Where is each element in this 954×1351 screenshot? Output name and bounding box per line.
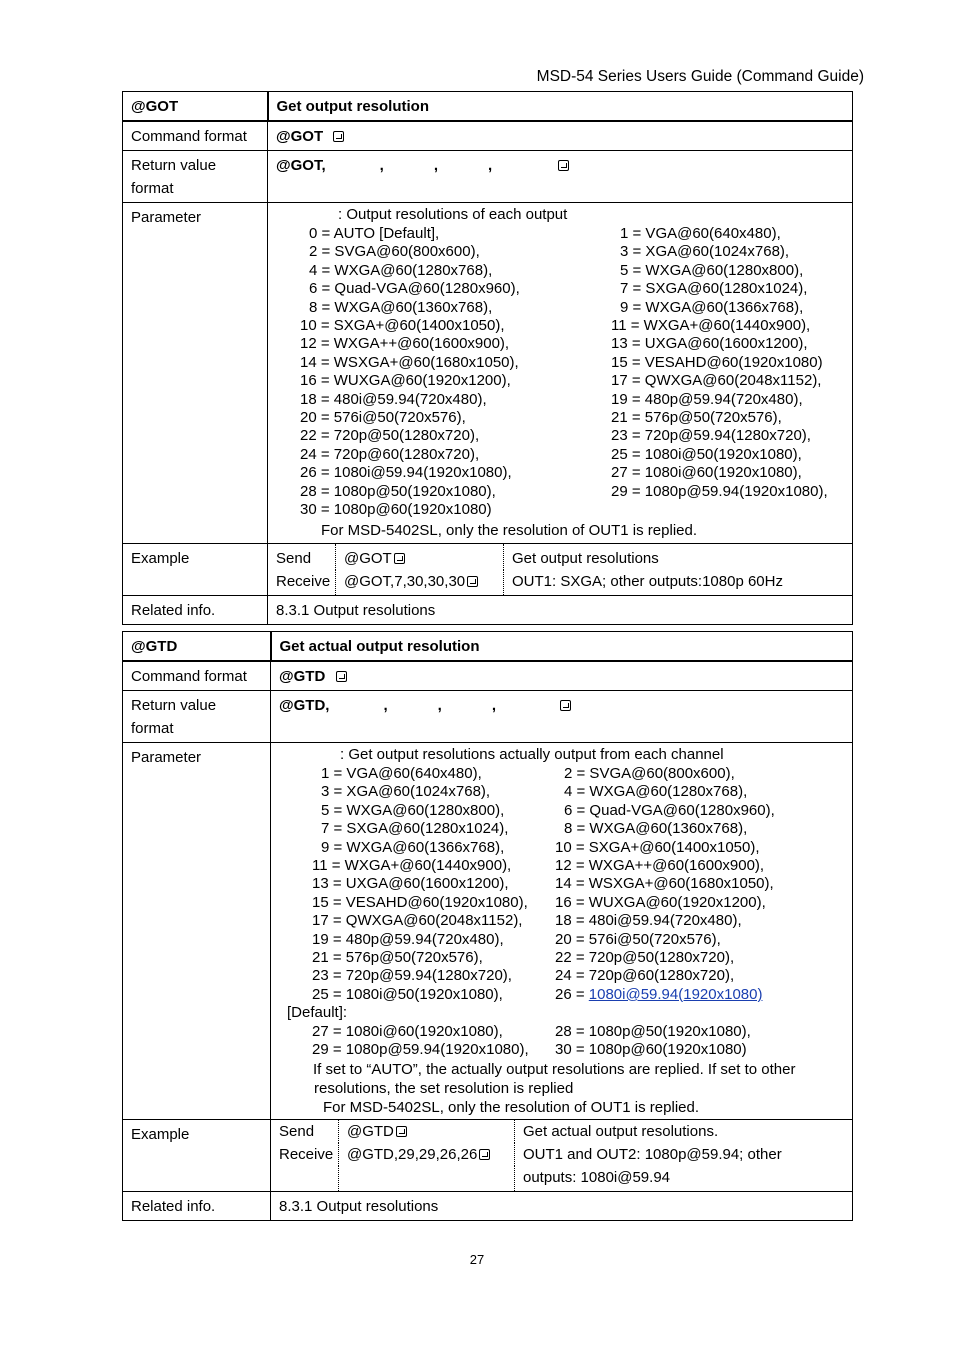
gtd-example-send-label: Send [279,1122,315,1140]
got-return-label-line1: Return value [131,157,217,174]
got-return-label-line2: format [131,180,174,197]
gtd-note-2: resolutions, the set resolution is replied [314,1079,574,1097]
gtd-example-spacer-cmd [338,1166,514,1191]
resolution-item-left: 24 = 720p@60(1280x720), [300,445,480,463]
resolution-item-right: 7 = SXGA@60(1280x1024), [620,280,808,298]
resolution-item-right: 28 = 1080p@50(1920x1080), [555,1022,751,1040]
got-title-row [123,92,853,122]
running-header: MSD-54 Series Users Guide (Command Guide) [536,68,864,85]
enter-key-icon [479,1149,490,1160]
got-command-table [122,91,853,625]
resolution-item-left: 19 = 480p@59.94(720x480), [312,930,504,948]
enter-key-icon [333,131,344,142]
got-command-format-text: @GOT [276,128,324,145]
resolution-item-right: 27 = 1080i@60(1920x1080), [611,464,802,482]
enter-key-icon [558,160,569,171]
resolution-item-left: 29 = 1080p@59.94(1920x1080), [312,1041,529,1059]
gtd-example-row [123,1119,853,1191]
resolution-item-left: 12 = WXGA++@60(1600x900), [300,335,510,353]
gtd-related-label: Related info. [123,1191,271,1220]
got-command-name: @GOT [123,92,268,122]
got-example-label: Example [123,543,268,595]
resolution-item-right: 4 = WXGA@60(1280x768), [564,783,748,801]
gtd-example-label: Example [123,1119,271,1191]
resolution-item-left: 3 = XGA@60(1024x768), [321,783,491,801]
got-parameter-row [123,203,853,544]
got-command-format-label: Command format [123,121,268,151]
resolution-item-right: 23 = 720p@59.94(1280x720), [611,427,811,445]
resolution-item-left: 14 = WSXGA+@60(1680x1050), [300,353,519,371]
resolution-item-left: 18 = 480i@59.94(720x480), [300,390,487,408]
resolution-item-left: 13 = UXGA@60(1600x1200), [312,875,509,893]
gtd-example-send-cmd: @GTD [338,1120,514,1143]
gtd-command-format-text: @GTD [279,668,326,685]
gtd-resolution-26-prefix: 26 = [555,985,589,1003]
got-parameter-label: Parameter [123,203,268,544]
got-return-format-text: @GOT, [276,157,326,174]
resolution-item-right: 25 = 1080i@50(1920x1080), [611,445,802,463]
gtd-example-receive-desc: OUT1 and OUT2: 1080p@59.94; other [514,1143,852,1166]
resolution-item-right: 17 = QWXGA@60(2048x1152), [611,372,822,390]
got-parameter-intro: : Output resolutions of each output [338,206,568,223]
resolution-item-right: 14 = WSXGA+@60(1680x1050), [555,875,774,893]
gtd-return-label-line2: format [131,720,174,737]
gtd-command-name: @GTD [123,632,271,662]
got-related-label: Related info. [123,595,268,624]
got-example-row [123,543,853,595]
got-example-send-label: Send [276,549,312,567]
resolution-item-right: 8 = WXGA@60(1360x768), [564,820,748,838]
gtd-title-row [123,632,853,662]
gtd-return-label-line1: Return value [131,697,217,714]
resolution-item-left: 20 = 576i@50(720x576), [300,409,466,427]
gtd-command-format-value [271,661,853,691]
gtd-note-1: If set to “AUTO”, the actually output resolutions are replied. If set to other [313,1060,796,1078]
gtd-note-3: For MSD-5402SL, only the resolution of OUT1 is replied. [323,1098,700,1116]
resolution-item-right: 2 = SVGA@60(800x600), [564,765,735,782]
resolution-item-left: 17 = QWXGA@60(2048x1152), [312,912,523,930]
gtd-example-send-desc: Get actual output resolutions. [514,1120,852,1143]
resolution-item-right: 18 = 480i@59.94(720x480), [555,912,742,930]
gtd-related-value: 8.3.1 Output resolutions [271,1191,853,1220]
resolution-item-left: 2 = SVGA@60(800x600), [309,243,480,261]
resolution-item-right: 1 = VGA@60(640x480), [620,225,781,242]
resolution-item-left: 28 = 1080p@50(1920x1080), [300,482,496,500]
gtd-resolution-list-2 [312,1023,844,1060]
gtd-resolution-list-tail [312,986,844,1004]
got-example-send-desc: Get output resolutions [503,544,852,570]
resolution-item-left: 5 = WXGA@60(1280x800), [321,801,505,819]
resolution-item-right: 19 = 480p@59.94(720x480), [611,390,803,408]
resolution-item-right: 22 = 720p@50(1280x720), [555,949,735,967]
resolution-item-right: 3 = XGA@60(1024x768), [620,243,790,261]
enter-key-icon [467,576,478,587]
resolution-item-left: 9 = WXGA@60(1366x768), [321,838,505,856]
resolution-item-left: 1 = VGA@60(640x480), [321,765,482,782]
gtd-resolution-list [312,765,844,986]
resolution-item-left: 22 = 720p@50(1280x720), [300,427,480,445]
got-example-value [268,543,853,595]
gtd-command-table [122,631,853,1221]
resolution-item-left: 10 = SXGA+@60(1400x1050), [300,317,505,335]
resolution-item-right: 5 = WXGA@60(1280x800), [620,261,804,279]
resolution-item-left: 8 = WXGA@60(1360x768), [309,298,493,316]
resolution-item-right [611,501,861,519]
resolution-item-right: 6 = Quad-VGA@60(1280x960), [564,801,775,819]
resolution-item-left: 21 = 576p@50(720x576), [312,949,483,967]
resolution-item-left: 4 = WXGA@60(1280x768), [309,261,493,279]
enter-key-icon [336,671,347,682]
resolution-item-right: 10 = SXGA+@60(1400x1050), [555,838,760,856]
got-command-format-value [268,121,853,151]
gtd-example-receive-desc-2: outputs: 1080i@59.94 [514,1166,852,1191]
resolution-item-right: 20 = 576i@50(720x576), [555,930,721,948]
enter-key-icon [394,553,405,564]
resolution-item-right: 13 = UXGA@60(1600x1200), [611,335,808,353]
gtd-parameter-label: Parameter [123,743,271,1120]
gtd-command-format-row [123,661,853,691]
enter-key-icon [396,1126,407,1137]
got-command-title: Get output resolution [268,92,853,122]
resolution-item-right: 30 = 1080p@60(1920x1080) [555,1041,747,1059]
gtd-resolution-26-link[interactable]: 1080i@59.94(1920x1080) [588,985,763,1003]
gtd-resolution-right [555,986,805,1004]
got-return-label [123,151,268,203]
page-number: 27 [469,1252,485,1267]
resolution-item-left: 23 = 720p@59.94(1280x720), [312,967,512,985]
gtd-example-receive-cmd: @GTD,29,29,26,26 [338,1143,514,1166]
got-example-send-cmd: @GOT [335,544,503,570]
got-example-receive-desc: OUT1: SXGA; other outputs:1080p 60Hz [503,570,852,595]
gtd-command-title: Get actual output resolution [271,632,853,662]
resolution-item-right: 15 = VESAHD@60(1920x1080) [611,353,823,371]
resolution-item-left: 30 = 1080p@60(1920x1080) [300,501,492,519]
gtd-example-value [271,1119,853,1191]
gtd-example-receive-label: Receive [279,1145,334,1163]
resolution-item-right: 24 = 720p@60(1280x720), [555,967,735,985]
got-related-row [123,595,853,624]
got-related-value: 8.3.1 Output resolutions [268,595,853,624]
resolution-item-left: 11 = WXGA+@60(1440x900), [312,857,512,875]
got-return-format-value: @GOT, , , , [268,151,853,203]
gtd-parameter-value [271,743,853,1120]
resolution-item-left: 16 = WUXGA@60(1920x1200), [300,372,511,390]
got-return-row [123,151,853,203]
gtd-resolution-left: 25 = 1080i@50(1920x1080), [312,985,503,1003]
resolution-item-left: 7 = SXGA@60(1280x1024), [321,820,509,838]
got-resolution-list [300,225,844,520]
gtd-default-label: [Default]: [287,1004,348,1022]
resolution-item-right: 29 = 1080p@59.94(1920x1080), [611,482,828,500]
gtd-return-label [123,691,271,743]
gtd-return-format-value: @GTD, , , , [271,691,853,743]
resolution-item-left: 26 = 1080i@59.94(1920x1080), [300,464,512,482]
resolution-item-left: 0 = AUTO [Default], [309,225,440,242]
gtd-example-spacer [271,1166,338,1191]
got-example-receive-label: Receive [276,572,331,590]
gtd-command-format-label: Command format [123,661,271,691]
enter-key-icon [560,700,571,711]
got-parameter-value [268,203,853,544]
got-example-receive-cmd: @GOT,7,30,30,30 [335,570,503,595]
gtd-parameter-intro: : Get output resolutions actually output from each channel [340,746,724,763]
resolution-item-right: 21 = 576p@50(720x576), [611,409,782,427]
got-note: For MSD-5402SL, only the resolution of OUT1 is replied. [321,521,698,539]
resolution-item-right: 16 = WUXGA@60(1920x1200), [555,893,766,911]
resolution-item-right: 12 = WXGA++@60(1600x900), [555,857,765,875]
resolution-item-left: 15 = VESAHD@60(1920x1080), [312,893,528,911]
gtd-return-format-text: @GTD, [279,697,330,714]
resolution-item-right: 11 = WXGA+@60(1440x900), [611,317,811,335]
gtd-return-row [123,691,853,743]
resolution-item-right: 9 = WXGA@60(1366x768), [620,298,804,316]
resolution-item-left: 27 = 1080i@60(1920x1080), [312,1022,503,1040]
gtd-related-row [123,1191,853,1220]
got-command-format-row [123,121,853,151]
gtd-parameter-row [123,743,853,1120]
resolution-item-left: 6 = Quad-VGA@60(1280x960), [309,280,520,298]
